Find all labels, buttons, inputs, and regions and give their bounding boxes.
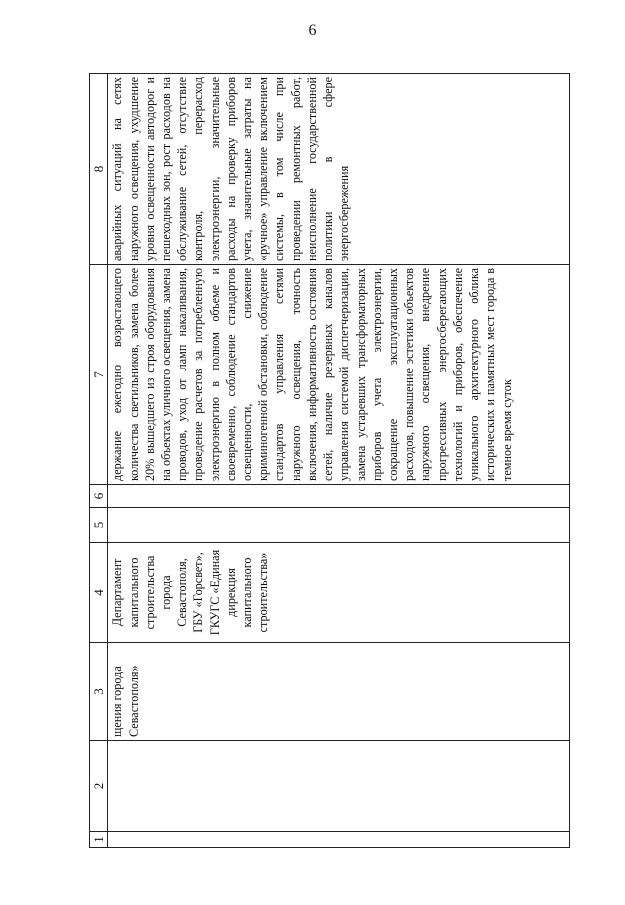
header-cell: 2 bbox=[90, 741, 108, 832]
header-cell: 6 bbox=[90, 485, 108, 508]
rotated-table-frame bbox=[89, 74, 570, 848]
cell-col6 bbox=[108, 485, 570, 508]
landscape-table bbox=[89, 74, 570, 848]
header-row bbox=[90, 74, 108, 848]
header-cell: 1 bbox=[90, 832, 108, 848]
page-number: 6 bbox=[308, 22, 317, 39]
header-cell: 7 bbox=[90, 265, 108, 485]
cell-col3: щения города Севастополя» bbox=[108, 643, 570, 741]
table-row bbox=[108, 74, 570, 848]
cell-col1 bbox=[108, 832, 570, 848]
cell-col7: держание ежегодно возрастающего количества светильников, замена более 20% вышедшего из строя оборудования на объектах уличного освещения, замена проводов, уход от ламп накаливания, проведение расчетов за потребленную электроэнергию в полном объеме и своевременно, соблюдение стандартов освещенности, снижение криминогенной обстановки, соблюдение стандартов управления сетями наружного освещения, точность включения, информативность состояния сетей, наличие резервных каналов управления системой диспетчеризации, замена устаревших трансформаторных приборов учета электроэнергии, сокращение эксплуатационных расходов, повышение эстетики объектов наружного освещения, внедрение прогрессивных энергосберегающих технологий и приборов, обеспечение уникального архитектурного облика исторических и памятных мест города в темное время суток bbox=[108, 265, 570, 485]
cell-col2 bbox=[108, 741, 570, 832]
cell-col5 bbox=[108, 508, 570, 543]
header-cell: 3 bbox=[90, 643, 108, 741]
header-cell: 5 bbox=[90, 508, 108, 543]
header-cell: 8 bbox=[90, 74, 108, 265]
program-table bbox=[89, 73, 570, 848]
cell-col4: Департамент капитального строительства города Севастополя, ГБУ «Горсвет», ГКУГС «Единая дирекция капитального строительства» bbox=[108, 543, 570, 643]
header-cell: 4 bbox=[90, 543, 108, 643]
cell-col8: аварийных ситуаций на сетях наружного освещения, ухудшение уровня освещенности автодорог и пешеходных зон, рост расходов на обслуживание сетей, отсутствие контроля, перерасход электроэнергии, значительные расходы на проверку приборов учета, значительные затраты на «ручное» управление включением системы, в том числе при проведении ремонтных работ, неисполнение государственной политики в сфере энергосбережения bbox=[108, 74, 570, 265]
